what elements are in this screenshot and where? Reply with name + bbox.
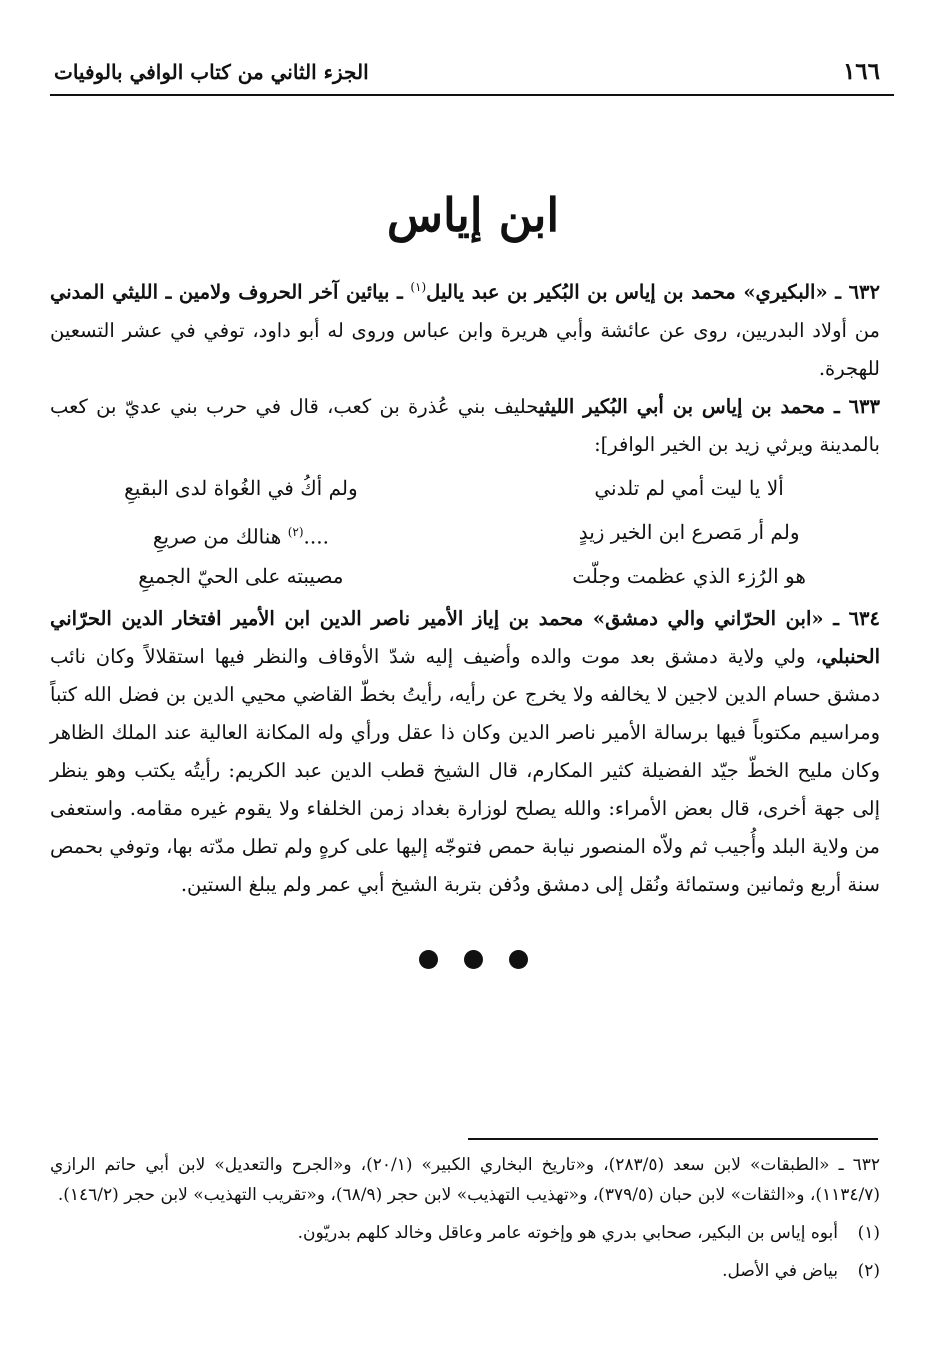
verse-first-hemistich: ولم أر مَصرع ابن الخير زيدٍ xyxy=(578,519,800,544)
chapter-title: ابن إياس xyxy=(386,188,560,242)
entry-633 xyxy=(50,388,880,464)
entry-632-heading-tail: ـ بيائين آخر الحروف ولامين ـ الليثي المدني xyxy=(50,280,411,304)
footnote-2-number: (٢) xyxy=(857,1261,880,1281)
footnote-source-632: ٦٣٢ ـ «الطبقات» لابن سعد (٢٨٣/٥)، و«تاريخ البخاري الكبير» (٢٠/١)، و«الجرح والتعديل» لابن أبي حاتم الرازي (١١٣٤/٧)، و«الثقات» لابن حبان (٣٧٩/٥)، و«تهذيب التهذيب» لابن حجر (٦٨/٩)، و«تقريب التهذيب» لابن حجر (١٤٦/٢). xyxy=(50,1155,880,1205)
main-text xyxy=(50,268,880,904)
ornament-dot xyxy=(509,950,528,969)
entry-634-heading: «ابن الحرّاني والي دمشق» محمد بن إياز الأمير ناصر الدين ابن الأمير افتخار الدين الحرّاني الحنبلي xyxy=(50,606,880,668)
poem xyxy=(50,466,880,598)
entry-633-heading: محمد بن إياس بن أبي البُكير الليثي xyxy=(538,394,826,418)
verse-second-text: هنالك من صريعِ xyxy=(152,524,288,549)
entry-632-number: ٦٣٢ ـ xyxy=(827,280,880,304)
verse-first-hemistich: هو الرُزء الذي عظمت وجلّت xyxy=(572,563,806,588)
verse-line xyxy=(50,554,880,598)
verse-line xyxy=(50,510,880,554)
verse-second-hemistich: مصيبته على الحيّ الجميعِ xyxy=(138,563,344,588)
entry-632-text: من أولاد البدريين، روى عن عائشة وأبي هريرة وابن عباس وروى له أبو داود، توفي في عشر التسعين للهجرة. xyxy=(50,318,880,380)
ornament-dot xyxy=(419,950,438,969)
page-number: ١٦٦ xyxy=(842,58,880,85)
entry-634-number: ٦٣٤ ـ xyxy=(823,606,880,630)
verse-line xyxy=(50,466,880,510)
footnote-1 xyxy=(50,1218,880,1248)
entry-632-heading: «البكيري» محمد بن إياس بن البُكير بن عبد ياليل xyxy=(426,280,828,304)
footnote-2 xyxy=(50,1256,880,1286)
section-ornament xyxy=(0,950,946,973)
footnotes xyxy=(50,1150,880,1294)
ornament-dot xyxy=(464,950,483,969)
footnote-ref-2: (٢) xyxy=(287,524,304,539)
entry-633-text: حليف بني عُذرة بن كعب، قال في حرب بني عديّ بن كعب بالمدينة ويرثي زيد بن الخير الوافر]: xyxy=(50,394,880,456)
footnote-2-text: بياض في الأصل. xyxy=(722,1261,838,1281)
entry-632 xyxy=(50,268,880,388)
lacuna-dots: .... xyxy=(303,524,329,549)
verse-second-hemistich xyxy=(50,510,432,554)
verse-second-hemistich: ولم أكُ في الغُواة لدى البقيعِ xyxy=(124,475,358,500)
footnote-1-text: أبوه إياس بن البكير، صحابي بدري هو وإخوته عامر وعاقل وخالد كلهم بدريّون. xyxy=(297,1223,838,1243)
footnote-1-number: (١) xyxy=(857,1223,880,1243)
entry-634-text: ، ولي ولاية دمشق بعد موت والده وأضيف إليه شدّ الأوقاف والنظر فيها استقلالاً وكان نائب دمشق حسام الدين لاجين لا يخالفه ولا يخرج عن رأيه، رأيتُ بخطّ القاضي محيي الدين بن فضل الله كتباً ومراسيم مكتوباً فيها برسالة الأمير ناصر الدين وكان ذا عقل ورأي وله المكانة العالية عند الملك الظاهر وكان مليح الخطّ جيّد الفضيلة كثير المكارم، قال الشيخ قطب الدين عبد الكريم: رأيتُه يكتب وهو ينظر إلى جهة أخرى، قال بعض الأمراء: والله يصلح لوزارة بغداد زمن الخلفاء ولا يقوم غيره مقامه. واستعفى من ولاية البلد وأُجيب ثم ولاّه المنصور نيابة حمص فتوجّه إليها على كرهٍ ولم تطل مدّته بها، وتوفي بحمص سنة أربع وثمانين وستمائة ونُقل إلى دمشق ودُفن بتربة الشيخ أبي عمر ولم يبلغ الستين. xyxy=(50,644,880,896)
running-header xyxy=(50,58,894,96)
entry-633-number: ٦٣٣ ـ xyxy=(825,394,880,418)
footnote-separator xyxy=(468,1138,878,1140)
footnote-ref-1: (١) xyxy=(410,280,427,294)
entry-634 xyxy=(50,600,880,904)
verse-first-hemistich: ألا يا ليت أمي لم تلدني xyxy=(594,475,784,500)
header-title: الجزء الثاني من كتاب الوافي بالوفيات xyxy=(54,60,369,84)
